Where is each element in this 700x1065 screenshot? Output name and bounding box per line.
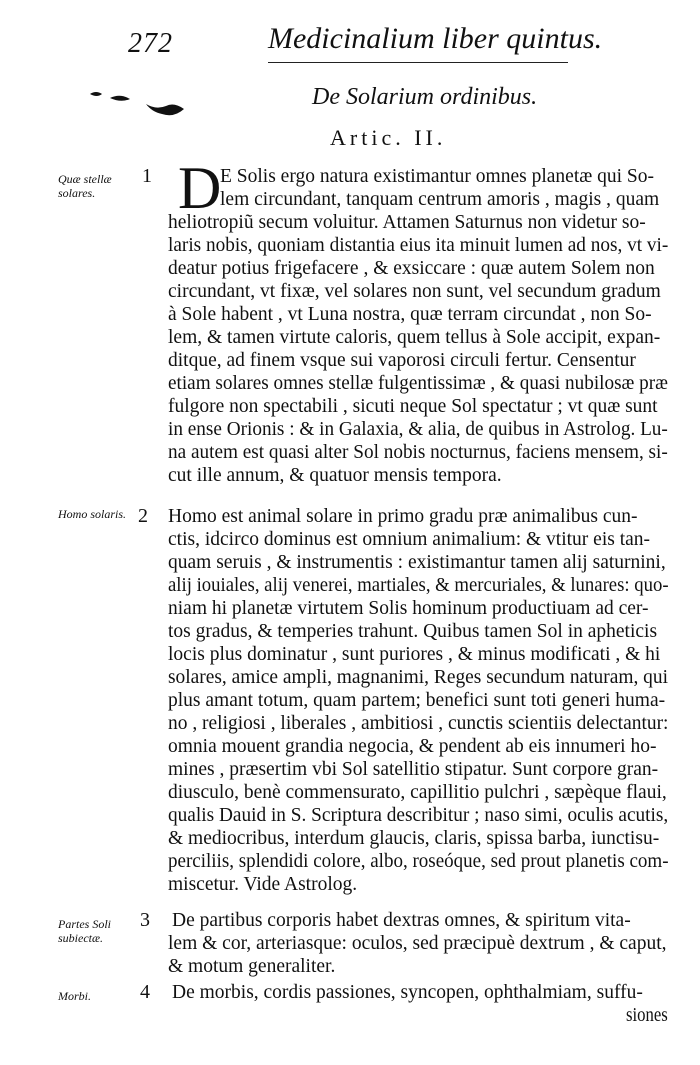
text-line: lem circundant, tanquam centrum amoris , magis , quam [220,189,660,210]
text-line: diusculo, benè commensurato, capillitio pulchri , sæpèque flaui, [168,782,667,803]
paragraph-number-1: 1 [142,165,152,187]
text-line: ditque, ad finem vsque sui vaporosi circuli fertur. Censentur [168,350,636,371]
text-line: De morbis, cordis passiones, syncopen, ophthalmiam, suffu- [172,982,643,1003]
text-line: mines , præsertim vbi Sol satellitio stipatur. Sunt corpore gran- [168,759,659,780]
section-title: De Solarium ordinibus. [312,84,538,110]
text-line: etiam solares omnes stellæ fulgentissimæ , & quasi nubilosæ præ [168,373,668,394]
text-line: fulgore non spectabili , sicuti neque Sol spectatur ; vt quæ sunt [168,396,658,417]
text-line: lem, & tamen virtute caloris, quem tellus à Sole accipit, expan- [168,327,661,348]
text-line: & motum generaliter. [168,956,336,977]
text-line: omnia mouent grandia negocia, & pendent ab eis innumeri ho- [168,736,657,757]
paragraph-number-4: 4 [140,981,150,1003]
text-line: miscetur. Vide Astrolog. [168,874,358,895]
text-line: perciliis, splendidi colore, albo, roseóque, sed prout planetis com- [168,851,669,872]
header-rule [268,62,568,63]
marginal-note-solar-stars: Quæ stellæ solares. [58,172,112,200]
text-line: na autem est quasi alter Sol nobis nocturnus, faciens mensem, si- [168,442,668,463]
text-line: E Solis ergo natura existimantur omnes planetæ qui So- [220,166,654,187]
text-line: à Sole habent , vt Luna nostra, quæ terram circundat , non So- [168,304,652,325]
text-line: quam seruis , & instrumentis : existimantur tamen alij saturnini, [168,552,666,573]
marginal-note-body-parts: Partes Soli subiectæ. [58,917,111,945]
page-number: 272 [128,28,173,59]
text-line: niam hi planetæ virtutem Solis hominum productiuam ad cer- [168,598,649,619]
marginal-note-solar-man: Homo solaris. [58,507,127,521]
paragraph-number-3: 3 [140,909,150,931]
text-line: Homo est animal solare in primo gradu præ animalibus cun- [168,506,638,527]
text-line: heliotropiũ secum voluitur. Attamen Saturnus non videtur so- [168,212,646,233]
text-line: qualis Dauid in S. Scriptura describitur ; naso simi, oculis acutis, [168,805,669,826]
text-line: locis plus dominatur , sunt puriores , & minus modificati , & hi [168,644,661,665]
text-line: siones [626,1005,668,1026]
article-heading: Artic. II. [330,125,447,150]
text-line: laris nobis, quoniam distantia eius ita minuit lumen ad nos, vt vi- [168,235,669,256]
text-line: deatur potius frigefacere , & exsiccare : quæ autem Solem non [168,258,655,279]
paragraph-number-2: 2 [138,505,148,527]
text-line: no , religiosi , liberales , ambitiosi , cunctis scientiis delectantur: [168,713,669,734]
marginal-note-diseases: Morbi. [58,989,91,1003]
text-line: lem & cor, arteriasque: oculos, sed præcipuè dextrum , & caput, [168,933,667,954]
text-line: in ense Orionis : & in Galaxia, & alia, de quibus in Astrolog. Lu- [168,419,668,440]
ink-blot-marks [88,84,198,124]
drop-cap: D [178,155,222,221]
text-line: ctis, idcirco dominus est omnium animalium: & vtitur eis tan- [168,529,651,550]
text-line: De partibus corporis habet dextras omnes, & spiritum vita- [172,910,631,931]
text-line: solares, amice ampli, magnanimi, Reges secundum naturam, qui [168,667,668,688]
text-line: circundant, vt fixæ, vel solares non sunt, vel secundum gradum [168,281,661,302]
text-line: cut ille annum, & quatuor mensis tempora. [168,465,502,486]
running-title: Medicinalium liber quintus. [268,22,603,55]
text-line: plus amant totum, quam partem; benefici sunt toti generi huma- [168,690,666,711]
text-line: tos gradus, & temperies trahunt. Quibus tamen Sol in apheticis [168,621,658,642]
text-line: alij iouiales, alij venerei, martiales, & mercuriales, & lunares: quo- [168,575,669,596]
text-line: & mediocribus, interdum glaucis, claris, spissa barba, iunctisu- [168,828,660,849]
